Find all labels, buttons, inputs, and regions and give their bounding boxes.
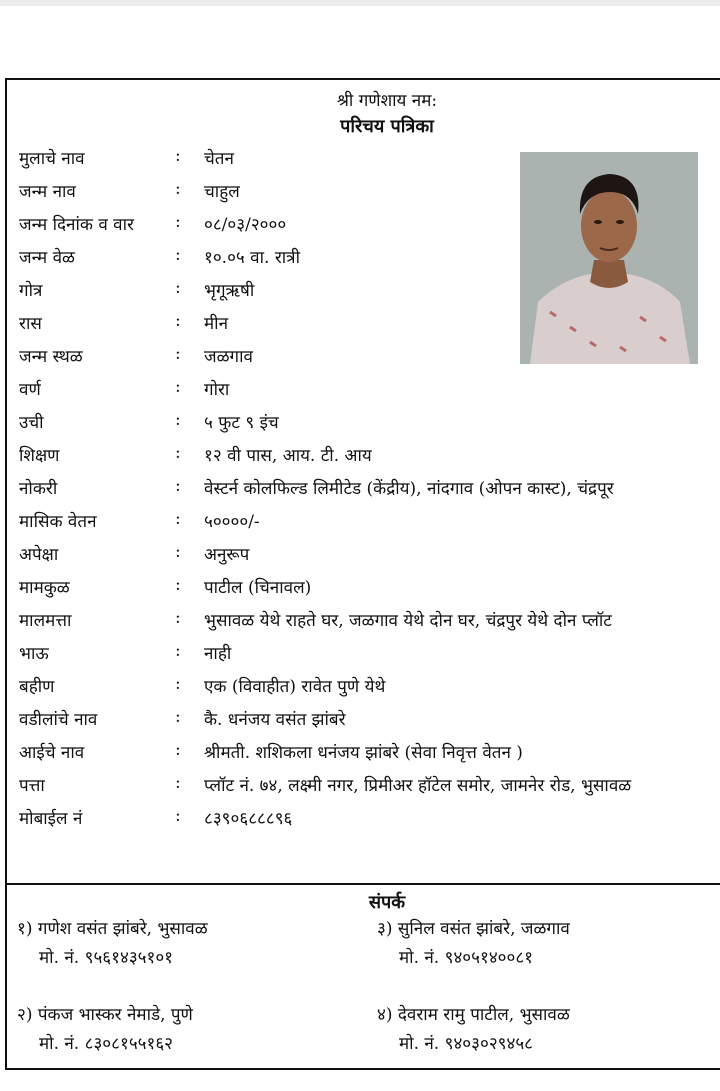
detail-value: चाहुल: [204, 182, 240, 202]
detail-colon: :: [175, 608, 181, 628]
detail-colon: :: [175, 245, 181, 265]
detail-value: वेस्टर्न कोलफिल्ड लिमीटेड (केंद्रीय), नांदगाव (ओपन कास्ट), चंद्रपूर: [204, 479, 614, 499]
invocation-heading: श्री गणेशाय नम:: [336, 91, 438, 111]
contact-mobile: मो. नं. ९४०३०२९४५८: [399, 1034, 534, 1054]
contact-mobile: मो. नं. ८३०८१५५१६२: [39, 1034, 174, 1054]
detail-colon: :: [175, 146, 181, 166]
contact-name: ४) देवराम रामु पाटील, भुसावळ: [377, 1005, 570, 1025]
detail-colon: :: [175, 311, 181, 331]
contact-item: [377, 916, 570, 968]
detail-colon: :: [175, 443, 181, 463]
document-title: परिचय पत्रिका: [340, 116, 434, 137]
detail-colon: :: [175, 179, 181, 199]
detail-value: भुसावळ येथे राहते घर, जळगाव येथे दोन घर, चंद्रपुर येथे दोन प्लॉट: [204, 611, 612, 631]
detail-value: मीन: [204, 314, 229, 334]
detail-colon: :: [175, 740, 181, 760]
detail-colon: :: [175, 212, 181, 232]
detail-label: गोत्र: [19, 281, 43, 301]
contact-item: [17, 916, 208, 968]
detail-colon: :: [175, 410, 181, 430]
contact-item: [17, 1002, 193, 1054]
contact-mobile: मो. नं. ९४०५१४००८१: [399, 948, 534, 968]
detail-colon: :: [175, 377, 181, 397]
detail-colon: :: [175, 476, 181, 496]
detail-value: पाटील (चिनावल): [204, 578, 312, 598]
biodata-card: [5, 78, 720, 1070]
detail-value: ०८/०३/२०००: [204, 215, 287, 235]
detail-colon: :: [175, 773, 181, 793]
detail-value: भृगूऋषी: [204, 281, 255, 301]
detail-label: आईचे नाव: [19, 743, 85, 763]
detail-colon: :: [175, 575, 181, 595]
detail-label: पत्ता: [19, 776, 45, 796]
detail-colon: :: [175, 707, 181, 727]
detail-value: १२ वी पास, आय. टी. आय: [204, 446, 372, 466]
detail-label: वर्ण: [19, 380, 41, 400]
detail-value: नाही: [204, 644, 232, 664]
detail-value: ५००००/-: [204, 512, 260, 532]
detail-label: वडीलांचे नाव: [19, 710, 98, 730]
person-photo-illustration: [520, 152, 698, 364]
detail-value: गोरा: [204, 380, 230, 400]
detail-value: कै. धनंजय वसंत झांबरे: [204, 710, 346, 730]
detail-value: एक (विवाहीत) रावेत पुणे येथे: [204, 677, 386, 697]
detail-label: शिक्षण: [19, 446, 60, 466]
detail-colon: :: [175, 641, 181, 661]
detail-value: अनुरूप: [204, 545, 250, 565]
section-divider: [7, 883, 720, 885]
detail-label: मालमत्ता: [19, 611, 72, 631]
contact-name: १) गणेश वसंत झांबरे, भुसावळ: [17, 919, 208, 939]
detail-value: प्लॉट नं. ७४, लक्ष्मी नगर, प्रिमीअर हॉटेल समोर, जामनेर रोड, भुसावळ: [204, 776, 632, 796]
detail-label: मामकुळ: [19, 578, 70, 598]
contact-name: २) पंकज भास्कर नेमाडे, पुणे: [17, 1005, 193, 1025]
detail-label: जन्म स्थळ: [19, 347, 83, 367]
person-photo-icon: [520, 152, 698, 364]
detail-label: भाऊ: [19, 644, 49, 664]
detail-colon: :: [175, 509, 181, 529]
contact-heading: संपर्क: [368, 892, 406, 913]
detail-label: जन्म वेळ: [19, 248, 75, 268]
detail-label: जन्म नाव: [19, 182, 76, 202]
detail-value: ५ फुट ९ इंच: [204, 413, 279, 433]
detail-colon: :: [175, 674, 181, 694]
detail-label: जन्म दिनांक व वार: [19, 215, 134, 235]
detail-colon: :: [175, 806, 181, 826]
detail-label: अपेक्षा: [19, 545, 59, 565]
detail-value: जळगाव: [204, 347, 253, 367]
detail-label: मासिक वेतन: [19, 512, 97, 532]
top-bar: [0, 0, 720, 6]
detail-value: चेतन: [204, 149, 234, 169]
detail-label: रास: [19, 314, 42, 334]
detail-colon: :: [175, 344, 181, 364]
detail-label: उची: [19, 413, 44, 433]
detail-value: ८३९०६८८८९६: [204, 809, 293, 829]
detail-label: नोकरी: [19, 479, 58, 499]
contact-mobile: मो. नं. ९५६१४३५१०१: [39, 948, 174, 968]
detail-value: १०.०५ वा. रात्री: [204, 248, 300, 268]
detail-value: श्रीमती. शशिकला धनंजय झांबरे (सेवा निवृत्त वेतन ): [204, 743, 523, 763]
detail-colon: :: [175, 542, 181, 562]
detail-colon: :: [175, 278, 181, 298]
contact-name: ३) सुनिल वसंत झांबरे, जळगाव: [377, 919, 570, 939]
detail-label: मोबाईल नं: [19, 809, 83, 829]
detail-label: मुलाचे नाव: [19, 149, 85, 169]
contact-item: [377, 1002, 570, 1054]
detail-label: बहीण: [19, 677, 55, 697]
